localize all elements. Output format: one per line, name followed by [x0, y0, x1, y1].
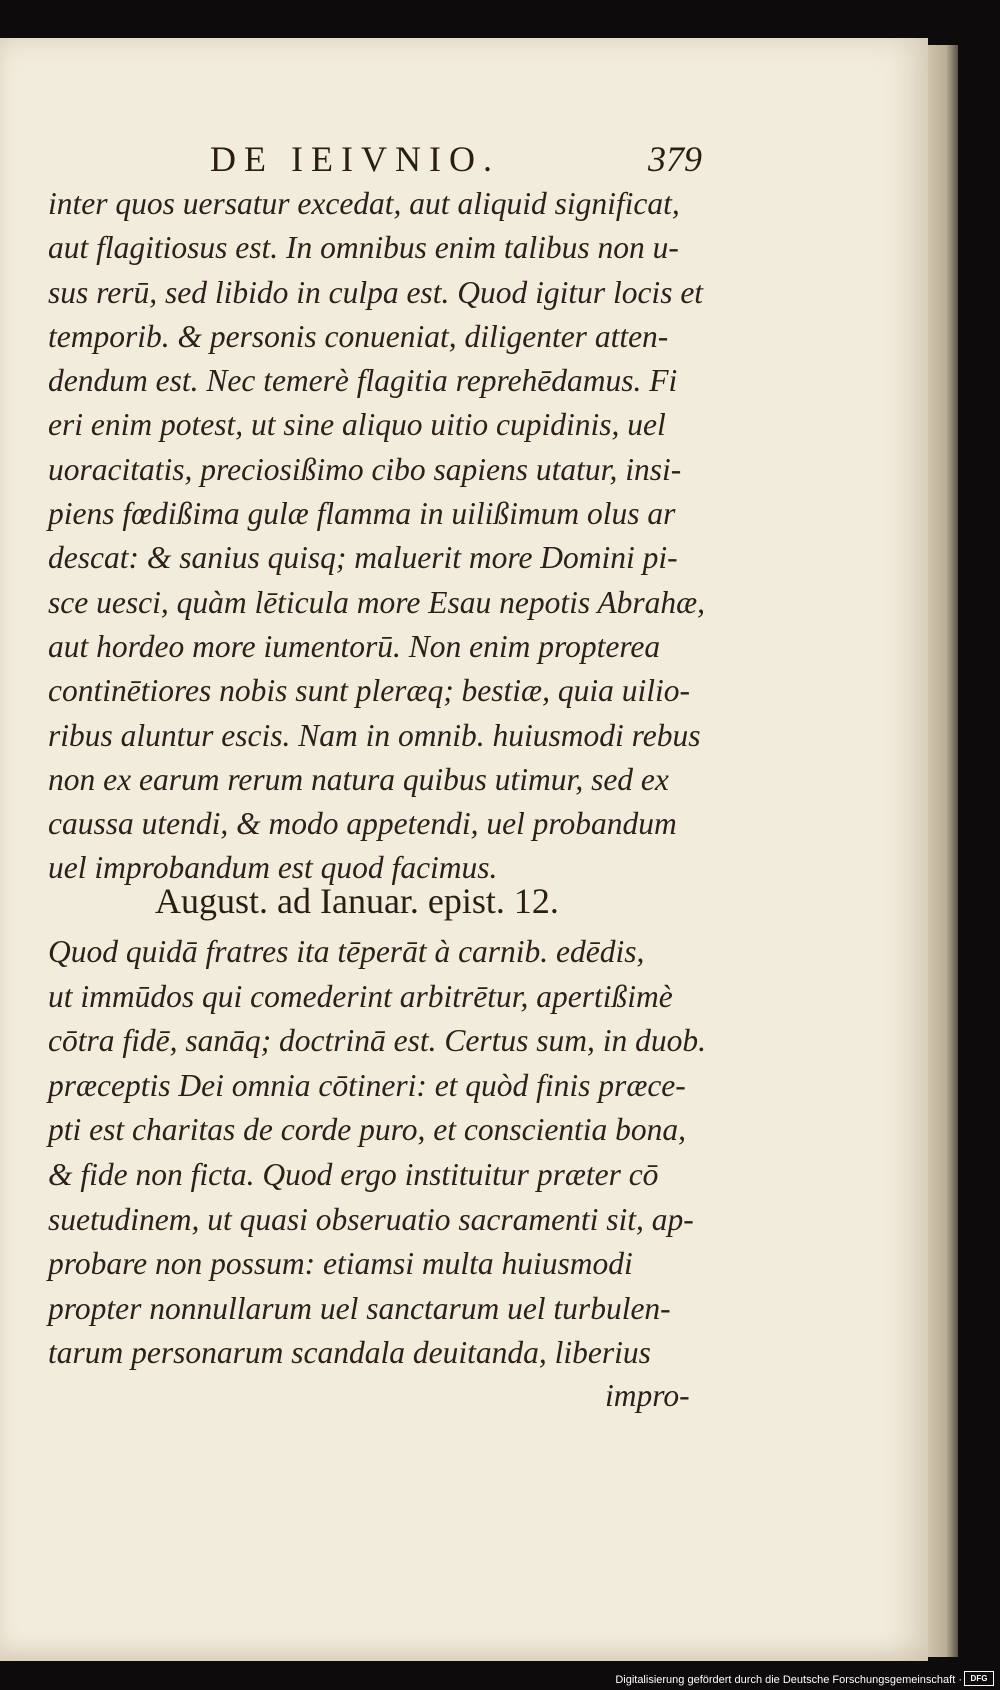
text-line: sus rerū, sed libido in culpa est. Quod igitur locis et — [48, 274, 704, 310]
page-number: 379 — [648, 139, 702, 179]
paragraph-2 — [48, 930, 728, 1376]
text-line: præceptis Dei omnia cōtineri: et quòd finis præce- — [48, 1067, 686, 1103]
text-line: caussa utendi, & modo appetendi, uel probandum — [48, 806, 677, 842]
text-line: probare non possum: etiamsi multa huiusmodi — [48, 1246, 633, 1282]
text-line: descat: & sanius quisq; maluerit more Domini pi- — [48, 540, 678, 576]
text-line: tarum personarum scandala deuitanda, liberius — [48, 1335, 651, 1371]
text-line: inter quos uersatur excedat, aut aliquid significat, — [48, 186, 680, 221]
text-line: continētiores nobis sunt pleræq; bestiæ, quia uilio- — [48, 673, 690, 709]
paragraph-1 — [48, 182, 728, 891]
text-line: eri enim potest, ut sine aliquo uitio cupidinis, uel — [48, 407, 666, 443]
text-line: ribus aluntur escis. Nam in omnib. huiusmodi rebus — [48, 717, 701, 753]
catchword: impro- — [605, 1378, 690, 1413]
text-line: dendum est. Nec temerè flagitia reprehēdamus. Fi — [48, 363, 678, 399]
text-line: Quod quidā fratres ita tēperāt à carnib. edēdis, — [48, 934, 645, 969]
text-line: aut flagitiosus est. In omnibus enim talibus non u- — [48, 230, 679, 266]
text-line: & fide non ficta. Quod ergo instituitur præter cō — [48, 1156, 659, 1192]
text-line: propter nonnullarum uel sanctarum uel turbulen- — [48, 1290, 671, 1326]
text-line: pti est charitas de corde puro, et conscientia bona, — [48, 1112, 687, 1148]
text-line: uoracitatis, preciosißimo cibo sapiens utatur, insi- — [48, 451, 682, 487]
text-line: non ex earum rerum natura quibus utimur, sed ex — [48, 761, 669, 797]
text-line: sce uesci, quàm lēticula more Esau nepotis Abrahæ, — [48, 584, 706, 620]
text-line: suetudinem, ut quasi obseruatio sacramenti sit, ap- — [48, 1201, 694, 1237]
page-header — [0, 138, 928, 188]
text-line: piens fœdißima gulæ flamma in uilißimum olus ar — [48, 496, 676, 532]
digitization-credit: Digitalisierung gefördert durch die Deutsche Forschungsgemeinschaft · — [615, 1674, 962, 1686]
text-line: aut hordeo more iumentorū. Non enim propterea — [48, 628, 661, 664]
text-line: uel improbandum est quod facimus. — [48, 850, 498, 886]
section-heading: August. ad Ianuar. epist. 12. — [155, 881, 559, 921]
running-title: DE IEIVNIO. — [210, 139, 500, 179]
dfg-logo: DFG — [964, 1671, 994, 1686]
page-edge — [928, 45, 958, 1657]
text-line: ut immūdos qui comederint arbitrētur, apertißimè — [48, 978, 673, 1014]
text-line: temporib. & personis conueniat, diligenter atten- — [48, 318, 669, 354]
text-line: cōtra fidē, sanāq; doctrinā est. Certus sum, in duob. — [48, 1023, 706, 1059]
